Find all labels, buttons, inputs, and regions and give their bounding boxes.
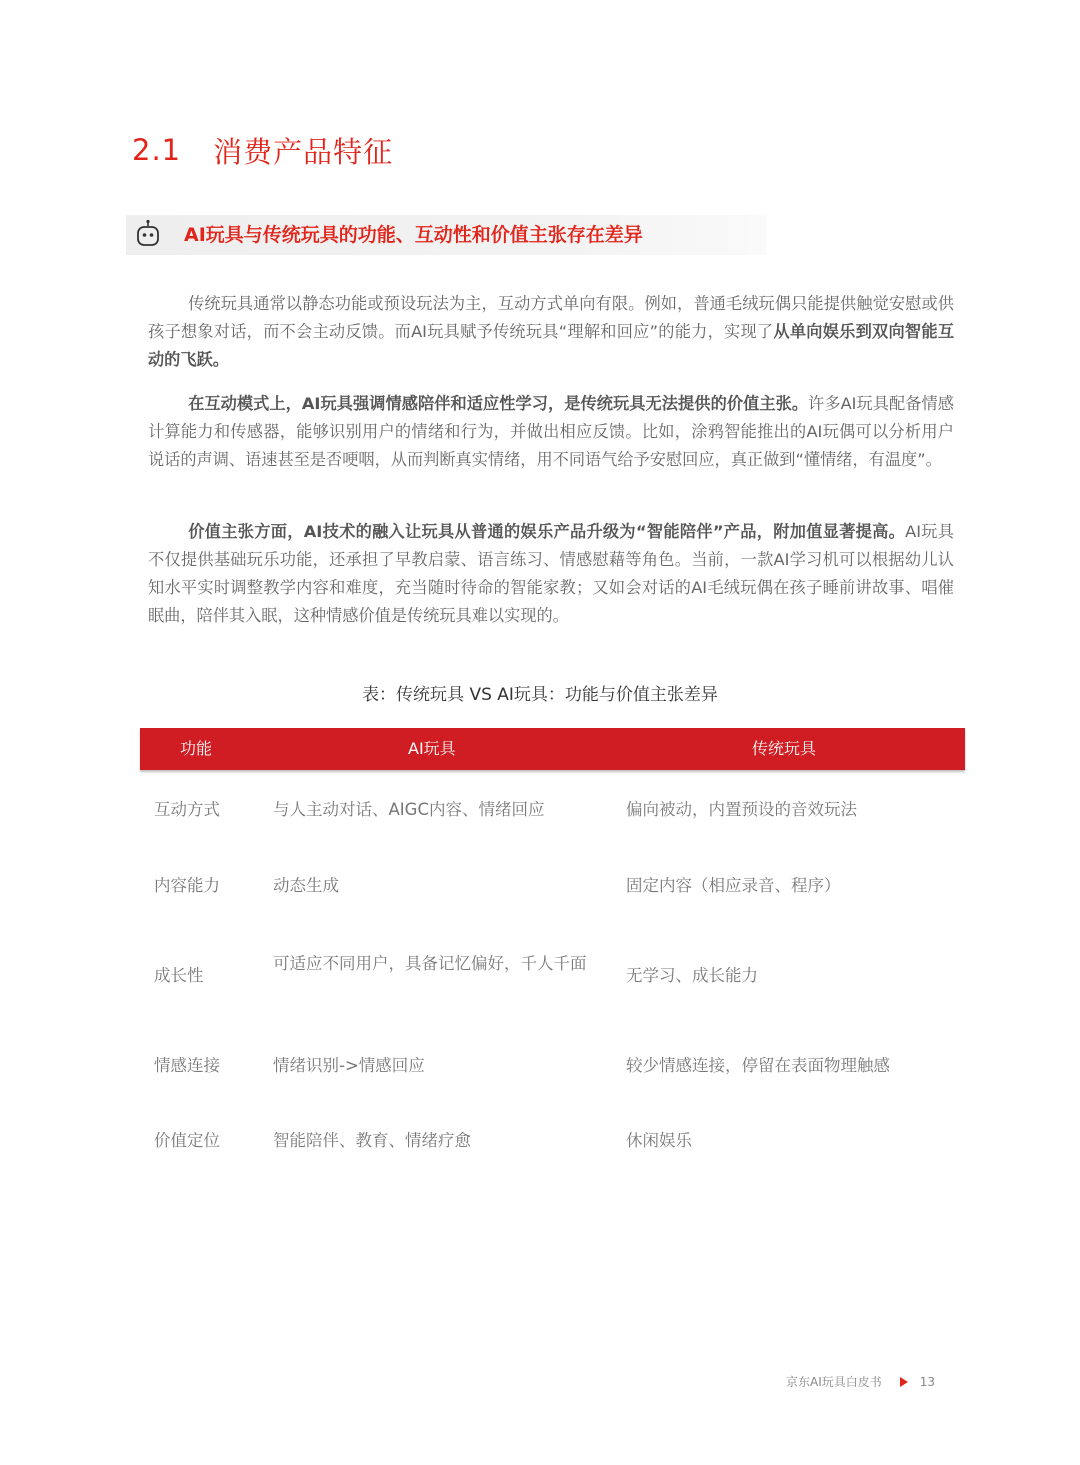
paragraph-3-bold: 价值主张方面，AI技术的融入让玩具从普通的娱乐产品升级为“智能陪伴”产品，附加值显著提高。 [188,522,906,541]
paragraph-2-bold: 在互动模式上，AI玩具强调情感陪伴和适应性学习，是传统玩具无法提供的价值主张。 [188,394,809,413]
table-cell: 智能陪伴、教育、情绪疗愈 [273,1131,471,1150]
subheader-title: AI玩具与传统玩具的功能、互动性和价值主张存在差异 [184,224,643,246]
subheader-bar [126,215,766,255]
paragraph-1-bold: 从单向娱乐到双向智能互动的飞跃。 [148,322,955,369]
paragraph-3-text: AI玩具不仅提供基础玩乐功能，还承担了早教启蒙、语言练习、情感慰藉等角色。当前，一款AI学习机可以根据幼儿认知水平实时调整教学内容和难度，充当随时待命的智能家教；又如会对话的AI毛绒玩偶在孩子睡前讲故事、唱催眠曲，陪伴其入眠，这种情感价值是传统玩具难以实现的。 [148,522,954,625]
triangle-right-icon [900,1377,908,1387]
footer-doc-title: 京东AI玩具白皮书 [786,1375,882,1389]
table-cell: 内容能力 [154,876,220,895]
table-header-function: 功能 [180,739,213,758]
table-cell: 较少情感连接，停留在表面物理触感 [626,1056,890,1075]
table-cell: 价值定位 [154,1131,220,1150]
table-caption: 表：传统玩具 VS AI玩具：功能与价值主张差异 [362,685,718,705]
page-footer [786,1373,935,1390]
table-cell: 动态生成 [273,876,339,895]
section-heading [132,128,393,172]
table-header-ai-toy: AI玩具 [408,739,456,758]
comparison-table [140,728,965,1150]
table-header-traditional-toy: 传统玩具 [752,739,817,758]
table-cell: 休闲娱乐 [626,1131,692,1150]
paragraph-3 [148,518,954,630]
table-cell: 成长性 [154,966,204,985]
table-cell: 偏向被动，内置预设的音效玩法 [626,800,857,819]
paragraph-2 [148,390,954,474]
paragraph-2-text: 许多AI玩具配备情感计算能力和传感器，能够识别用户的情绪和行为，并做出相应反馈。比如，涂鸦智能推出的AI玩偶可以分析用户说话的声调、语速甚至是否哽咽，从而判断真实情绪，用不同语气给予安慰回应，真正做到“懂情绪，有温度”。 [148,394,954,469]
paragraph-1-text: 传统玩具通常以静态功能或预设玩法为主，互动方式单向有限。例如，普通毛绒玩偶只能提供触觉安慰或供孩子想象对话，而不会主动反馈。而AI玩具赋予传统玩具“理解和回应”的能力，实现了 [148,294,954,341]
page-number: 13 [919,1374,936,1389]
section-number: 2.1 [132,133,182,167]
table-cell: 情绪识别->情感回应 [273,1056,425,1075]
table-cell: 无学习、成长能力 [626,966,758,985]
table-cell: 互动方式 [154,800,220,819]
table-header [140,728,965,770]
table-cell: 固定内容（相应录音、程序） [626,876,841,895]
table-cell: 可适应不同用户，具备记忆偏好，千人千面 [273,954,587,973]
section-title: 消费产品特征 [213,134,394,169]
table-cell: 与人主动对话、AIGC内容、情绪回应 [273,800,545,819]
table-cell: 情感连接 [154,1056,220,1075]
paragraph-1 [148,290,954,374]
robot-icon [136,219,160,249]
